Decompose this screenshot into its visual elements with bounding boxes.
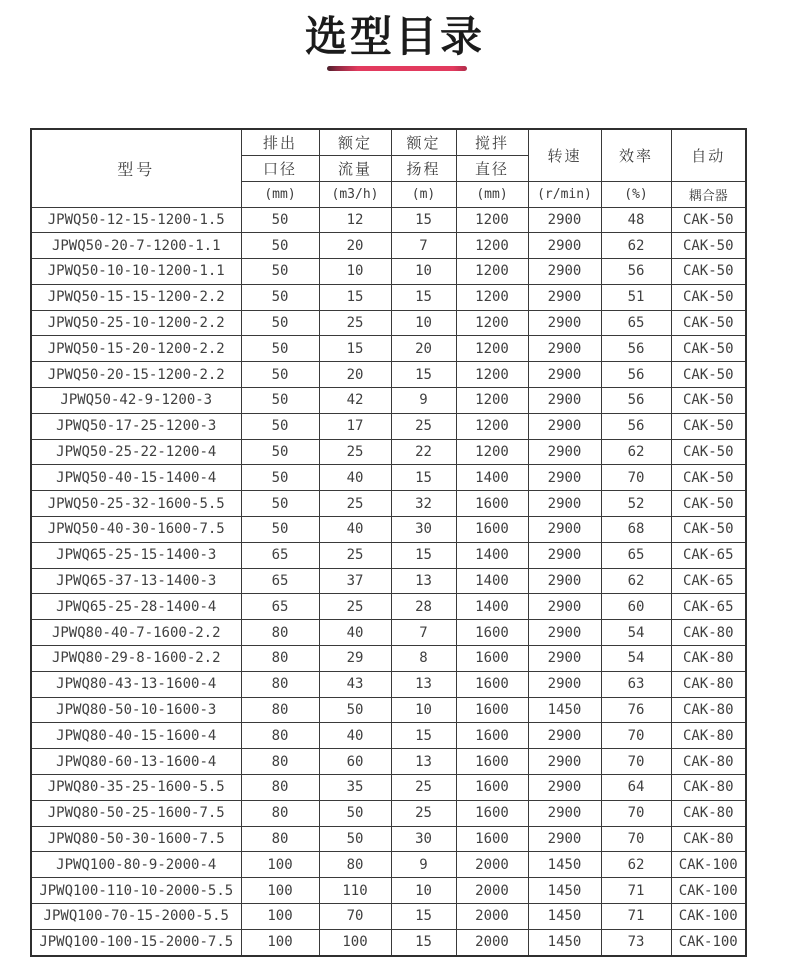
table-row xyxy=(31,826,746,852)
cell-model: JPWQ80-50-30-1600-7.5 xyxy=(31,826,241,852)
cell-auto-coupler: CAK-65 xyxy=(671,568,746,594)
cell-mixing-diameter: 1600 xyxy=(456,517,528,543)
cell-auto-coupler: CAK-50 xyxy=(671,388,746,414)
cell-outlet-diameter: 50 xyxy=(241,207,319,233)
cell-speed: 2900 xyxy=(528,749,601,775)
header-mixing-line2: 直径 xyxy=(456,155,528,181)
cell-rated-flow: 40 xyxy=(319,723,391,749)
cell-efficiency: 60 xyxy=(601,594,671,620)
table-row xyxy=(31,646,746,672)
cell-efficiency: 56 xyxy=(601,336,671,362)
header-flow-line1: 额定 xyxy=(319,129,391,155)
cell-mixing-diameter: 1600 xyxy=(456,723,528,749)
cell-auto-coupler: CAK-50 xyxy=(671,207,746,233)
header-mixing-unit: (mm) xyxy=(456,181,528,207)
cell-outlet-diameter: 50 xyxy=(241,413,319,439)
cell-speed: 1450 xyxy=(528,929,601,956)
table-row xyxy=(31,439,746,465)
table-row xyxy=(31,491,746,517)
cell-mixing-diameter: 1600 xyxy=(456,620,528,646)
cell-rated-flow: 50 xyxy=(319,697,391,723)
cell-speed: 2900 xyxy=(528,413,601,439)
table-row xyxy=(31,465,746,491)
cell-rated-head: 20 xyxy=(391,336,456,362)
cell-auto-coupler: CAK-80 xyxy=(671,775,746,801)
header-row-1 xyxy=(31,129,746,155)
cell-efficiency: 70 xyxy=(601,800,671,826)
cell-model: JPWQ100-80-9-2000-4 xyxy=(31,852,241,878)
cell-outlet-diameter: 100 xyxy=(241,929,319,956)
cell-model: JPWQ80-50-25-1600-7.5 xyxy=(31,800,241,826)
cell-auto-coupler: CAK-100 xyxy=(671,852,746,878)
cell-mixing-diameter: 1600 xyxy=(456,646,528,672)
cell-outlet-diameter: 80 xyxy=(241,620,319,646)
cell-outlet-diameter: 50 xyxy=(241,336,319,362)
header-outlet-line1: 排出 xyxy=(241,129,319,155)
table-row xyxy=(31,413,746,439)
cell-outlet-diameter: 80 xyxy=(241,646,319,672)
header-outlet-line2: 口径 xyxy=(241,155,319,181)
cell-rated-head: 9 xyxy=(391,852,456,878)
cell-outlet-diameter: 50 xyxy=(241,284,319,310)
table-row xyxy=(31,284,746,310)
cell-efficiency: 71 xyxy=(601,878,671,904)
cell-efficiency: 54 xyxy=(601,646,671,672)
cell-mixing-diameter: 1200 xyxy=(456,259,528,285)
cell-speed: 2900 xyxy=(528,465,601,491)
cell-rated-flow: 70 xyxy=(319,904,391,930)
cell-outlet-diameter: 80 xyxy=(241,749,319,775)
cell-auto-coupler: CAK-65 xyxy=(671,594,746,620)
cell-outlet-diameter: 80 xyxy=(241,775,319,801)
cell-mixing-diameter: 2000 xyxy=(456,904,528,930)
cell-auto-coupler: CAK-50 xyxy=(671,259,746,285)
cell-mixing-diameter: 1400 xyxy=(456,568,528,594)
cell-auto-coupler: CAK-50 xyxy=(671,439,746,465)
table-row xyxy=(31,878,746,904)
cell-efficiency: 52 xyxy=(601,491,671,517)
cell-outlet-diameter: 50 xyxy=(241,259,319,285)
cell-speed: 2900 xyxy=(528,233,601,259)
cell-rated-flow: 20 xyxy=(319,233,391,259)
cell-rated-flow: 80 xyxy=(319,852,391,878)
cell-model: JPWQ80-35-25-1600-5.5 xyxy=(31,775,241,801)
cell-rated-flow: 29 xyxy=(319,646,391,672)
cell-mixing-diameter: 1200 xyxy=(456,207,528,233)
cell-rated-head: 28 xyxy=(391,594,456,620)
table-row xyxy=(31,800,746,826)
table-row xyxy=(31,517,746,543)
cell-mixing-diameter: 1200 xyxy=(456,439,528,465)
cell-speed: 2900 xyxy=(528,388,601,414)
cell-speed: 2900 xyxy=(528,800,601,826)
cell-speed: 2900 xyxy=(528,671,601,697)
cell-rated-head: 30 xyxy=(391,826,456,852)
cell-outlet-diameter: 65 xyxy=(241,594,319,620)
header-flow-line2: 流量 xyxy=(319,155,391,181)
cell-model: JPWQ50-15-20-1200-2.2 xyxy=(31,336,241,362)
cell-rated-head: 25 xyxy=(391,775,456,801)
table-row xyxy=(31,620,746,646)
cell-auto-coupler: CAK-50 xyxy=(671,413,746,439)
table-row xyxy=(31,542,746,568)
cell-speed: 2900 xyxy=(528,439,601,465)
cell-mixing-diameter: 1400 xyxy=(456,542,528,568)
cell-outlet-diameter: 50 xyxy=(241,465,319,491)
cell-speed: 1450 xyxy=(528,697,601,723)
header-mixing-line1: 搅拌 xyxy=(456,129,528,155)
table-row xyxy=(31,671,746,697)
cell-model: JPWQ50-42-9-1200-3 xyxy=(31,388,241,414)
cell-efficiency: 56 xyxy=(601,388,671,414)
cell-rated-head: 13 xyxy=(391,568,456,594)
cell-auto-coupler: CAK-50 xyxy=(671,491,746,517)
cell-rated-flow: 110 xyxy=(319,878,391,904)
cell-mixing-diameter: 1600 xyxy=(456,775,528,801)
cell-mixing-diameter: 1600 xyxy=(456,826,528,852)
cell-auto-coupler: CAK-80 xyxy=(671,800,746,826)
cell-rated-head: 7 xyxy=(391,620,456,646)
cell-rated-head: 10 xyxy=(391,697,456,723)
table-row xyxy=(31,697,746,723)
cell-outlet-diameter: 50 xyxy=(241,388,319,414)
cell-auto-coupler: CAK-50 xyxy=(671,517,746,543)
header-auto: 自动 xyxy=(671,129,746,181)
cell-efficiency: 62 xyxy=(601,568,671,594)
cell-efficiency: 71 xyxy=(601,904,671,930)
cell-model: JPWQ80-60-13-1600-4 xyxy=(31,749,241,775)
table-row xyxy=(31,904,746,930)
cell-model: JPWQ50-25-22-1200-4 xyxy=(31,439,241,465)
cell-auto-coupler: CAK-50 xyxy=(671,310,746,336)
cell-efficiency: 70 xyxy=(601,465,671,491)
table-row xyxy=(31,852,746,878)
cell-rated-head: 9 xyxy=(391,388,456,414)
cell-speed: 2900 xyxy=(528,336,601,362)
cell-mixing-diameter: 1400 xyxy=(456,594,528,620)
cell-auto-coupler: CAK-50 xyxy=(671,336,746,362)
cell-efficiency: 56 xyxy=(601,413,671,439)
cell-efficiency: 56 xyxy=(601,362,671,388)
cell-rated-flow: 40 xyxy=(319,465,391,491)
cell-rated-flow: 37 xyxy=(319,568,391,594)
cell-model: JPWQ50-15-15-1200-2.2 xyxy=(31,284,241,310)
cell-rated-flow: 15 xyxy=(319,284,391,310)
header-head-unit: (m) xyxy=(391,181,456,207)
cell-speed: 2900 xyxy=(528,517,601,543)
cell-rated-flow: 25 xyxy=(319,310,391,336)
cell-mixing-diameter: 1200 xyxy=(456,336,528,362)
cell-efficiency: 65 xyxy=(601,310,671,336)
cell-outlet-diameter: 100 xyxy=(241,878,319,904)
title-underline-bar xyxy=(327,66,467,71)
cell-mixing-diameter: 1200 xyxy=(456,310,528,336)
cell-rated-head: 15 xyxy=(391,542,456,568)
cell-model: JPWQ50-10-10-1200-1.1 xyxy=(31,259,241,285)
cell-model: JPWQ80-43-13-1600-4 xyxy=(31,671,241,697)
cell-rated-head: 10 xyxy=(391,259,456,285)
cell-model: JPWQ80-40-15-1600-4 xyxy=(31,723,241,749)
cell-mixing-diameter: 1600 xyxy=(456,491,528,517)
cell-efficiency: 64 xyxy=(601,775,671,801)
cell-auto-coupler: CAK-80 xyxy=(671,697,746,723)
cell-mixing-diameter: 1600 xyxy=(456,671,528,697)
cell-speed: 2900 xyxy=(528,207,601,233)
cell-rated-head: 22 xyxy=(391,439,456,465)
cell-rated-head: 13 xyxy=(391,749,456,775)
cell-speed: 1450 xyxy=(528,878,601,904)
cell-auto-coupler: CAK-50 xyxy=(671,233,746,259)
cell-mixing-diameter: 2000 xyxy=(456,878,528,904)
cell-speed: 2900 xyxy=(528,646,601,672)
cell-rated-head: 10 xyxy=(391,878,456,904)
cell-model: JPWQ50-20-15-1200-2.2 xyxy=(31,362,241,388)
header-efficiency: 效率 xyxy=(601,129,671,181)
cell-rated-head: 15 xyxy=(391,284,456,310)
cell-outlet-diameter: 50 xyxy=(241,491,319,517)
cell-rated-head: 25 xyxy=(391,800,456,826)
cell-rated-head: 7 xyxy=(391,233,456,259)
cell-auto-coupler: CAK-80 xyxy=(671,646,746,672)
cell-outlet-diameter: 80 xyxy=(241,723,319,749)
cell-outlet-diameter: 50 xyxy=(241,439,319,465)
cell-outlet-diameter: 50 xyxy=(241,310,319,336)
header-head-line2: 扬程 xyxy=(391,155,456,181)
cell-auto-coupler: CAK-80 xyxy=(671,620,746,646)
table-row xyxy=(31,207,746,233)
cell-model: JPWQ65-25-15-1400-3 xyxy=(31,542,241,568)
cell-efficiency: 68 xyxy=(601,517,671,543)
cell-rated-head: 13 xyxy=(391,671,456,697)
cell-rated-flow: 20 xyxy=(319,362,391,388)
header-efficiency-unit: (%) xyxy=(601,181,671,207)
cell-mixing-diameter: 1600 xyxy=(456,749,528,775)
table-row xyxy=(31,259,746,285)
cell-model: JPWQ100-70-15-2000-5.5 xyxy=(31,904,241,930)
cell-rated-head: 15 xyxy=(391,465,456,491)
cell-model: JPWQ50-25-10-1200-2.2 xyxy=(31,310,241,336)
cell-model: JPWQ50-40-30-1600-7.5 xyxy=(31,517,241,543)
cell-model: JPWQ100-100-15-2000-7.5 xyxy=(31,929,241,956)
table-row xyxy=(31,310,746,336)
cell-mixing-diameter: 1600 xyxy=(456,800,528,826)
cell-auto-coupler: CAK-100 xyxy=(671,904,746,930)
header-outlet-unit: (mm) xyxy=(241,181,319,207)
cell-outlet-diameter: 100 xyxy=(241,852,319,878)
cell-speed: 2900 xyxy=(528,310,601,336)
cell-speed: 2900 xyxy=(528,775,601,801)
cell-auto-coupler: CAK-50 xyxy=(671,362,746,388)
cell-auto-coupler: CAK-80 xyxy=(671,671,746,697)
table-row xyxy=(31,775,746,801)
cell-auto-coupler: CAK-50 xyxy=(671,284,746,310)
table-body xyxy=(31,207,746,956)
cell-efficiency: 62 xyxy=(601,233,671,259)
table-row xyxy=(31,749,746,775)
cell-mixing-diameter: 2000 xyxy=(456,929,528,956)
cell-outlet-diameter: 50 xyxy=(241,517,319,543)
cell-rated-flow: 42 xyxy=(319,388,391,414)
cell-efficiency: 73 xyxy=(601,929,671,956)
cell-mixing-diameter: 1200 xyxy=(456,413,528,439)
table-row xyxy=(31,723,746,749)
header-auto-unit: 耦合器 xyxy=(671,181,746,207)
cell-rated-flow: 25 xyxy=(319,594,391,620)
cell-model: JPWQ65-37-13-1400-3 xyxy=(31,568,241,594)
cell-outlet-diameter: 65 xyxy=(241,542,319,568)
cell-speed: 1450 xyxy=(528,852,601,878)
table-row xyxy=(31,388,746,414)
cell-efficiency: 62 xyxy=(601,852,671,878)
cell-auto-coupler: CAK-80 xyxy=(671,749,746,775)
cell-rated-flow: 50 xyxy=(319,800,391,826)
cell-speed: 2900 xyxy=(528,723,601,749)
cell-rated-head: 30 xyxy=(391,517,456,543)
cell-rated-head: 32 xyxy=(391,491,456,517)
cell-rated-head: 8 xyxy=(391,646,456,672)
cell-model: JPWQ100-110-10-2000-5.5 xyxy=(31,878,241,904)
cell-rated-flow: 12 xyxy=(319,207,391,233)
cell-rated-head: 15 xyxy=(391,904,456,930)
cell-mixing-diameter: 1400 xyxy=(456,465,528,491)
header-head-line1: 额定 xyxy=(391,129,456,155)
cell-mixing-diameter: 1200 xyxy=(456,233,528,259)
cell-model: JPWQ80-40-7-1600-2.2 xyxy=(31,620,241,646)
cell-efficiency: 56 xyxy=(601,259,671,285)
cell-rated-head: 10 xyxy=(391,310,456,336)
cell-efficiency: 70 xyxy=(601,723,671,749)
cell-rated-head: 15 xyxy=(391,723,456,749)
cell-efficiency: 54 xyxy=(601,620,671,646)
cell-rated-flow: 25 xyxy=(319,542,391,568)
table-row xyxy=(31,362,746,388)
cell-mixing-diameter: 1200 xyxy=(456,362,528,388)
cell-speed: 2900 xyxy=(528,491,601,517)
cell-speed: 2900 xyxy=(528,826,601,852)
header-speed-unit: (r/min) xyxy=(528,181,601,207)
cell-rated-head: 15 xyxy=(391,362,456,388)
cell-mixing-diameter: 1200 xyxy=(456,284,528,310)
table-row xyxy=(31,594,746,620)
cell-outlet-diameter: 80 xyxy=(241,671,319,697)
cell-model: JPWQ80-29-8-1600-2.2 xyxy=(31,646,241,672)
cell-speed: 2900 xyxy=(528,620,601,646)
cell-auto-coupler: CAK-100 xyxy=(671,929,746,956)
header-model: 型号 xyxy=(31,129,241,207)
cell-efficiency: 51 xyxy=(601,284,671,310)
cell-outlet-diameter: 80 xyxy=(241,697,319,723)
cell-rated-flow: 40 xyxy=(319,620,391,646)
cell-rated-flow: 17 xyxy=(319,413,391,439)
cell-rated-flow: 43 xyxy=(319,671,391,697)
header-speed: 转速 xyxy=(528,129,601,181)
cell-efficiency: 63 xyxy=(601,671,671,697)
cell-efficiency: 76 xyxy=(601,697,671,723)
cell-speed: 2900 xyxy=(528,568,601,594)
cell-rated-flow: 25 xyxy=(319,439,391,465)
cell-outlet-diameter: 100 xyxy=(241,904,319,930)
header-flow-unit: (m3/h) xyxy=(319,181,391,207)
cell-rated-flow: 100 xyxy=(319,929,391,956)
cell-auto-coupler: CAK-50 xyxy=(671,465,746,491)
cell-outlet-diameter: 65 xyxy=(241,568,319,594)
cell-efficiency: 65 xyxy=(601,542,671,568)
cell-mixing-diameter: 1600 xyxy=(456,697,528,723)
cell-model: JPWQ50-20-7-1200-1.1 xyxy=(31,233,241,259)
cell-mixing-diameter: 2000 xyxy=(456,852,528,878)
cell-efficiency: 70 xyxy=(601,749,671,775)
table-row xyxy=(31,568,746,594)
cell-model: JPWQ50-17-25-1200-3 xyxy=(31,413,241,439)
cell-rated-head: 15 xyxy=(391,207,456,233)
cell-speed: 2900 xyxy=(528,362,601,388)
page-title: 选型目录 xyxy=(304,13,485,60)
cell-speed: 2900 xyxy=(528,259,601,285)
cell-rated-flow: 50 xyxy=(319,826,391,852)
cell-efficiency: 70 xyxy=(601,826,671,852)
cell-rated-head: 25 xyxy=(391,413,456,439)
table-header xyxy=(31,129,746,207)
cell-outlet-diameter: 80 xyxy=(241,826,319,852)
cell-speed: 2900 xyxy=(528,542,601,568)
cell-mixing-diameter: 1200 xyxy=(456,388,528,414)
cell-model: JPWQ50-12-15-1200-1.5 xyxy=(31,207,241,233)
cell-model: JPWQ65-25-28-1400-4 xyxy=(31,594,241,620)
cell-auto-coupler: CAK-80 xyxy=(671,723,746,749)
cell-rated-flow: 15 xyxy=(319,336,391,362)
cell-auto-coupler: CAK-80 xyxy=(671,826,746,852)
cell-speed: 2900 xyxy=(528,594,601,620)
spec-table xyxy=(30,128,747,957)
cell-efficiency: 62 xyxy=(601,439,671,465)
cell-outlet-diameter: 80 xyxy=(241,800,319,826)
cell-auto-coupler: CAK-65 xyxy=(671,542,746,568)
cell-speed: 1450 xyxy=(528,904,601,930)
cell-rated-flow: 60 xyxy=(319,749,391,775)
cell-rated-flow: 10 xyxy=(319,259,391,285)
cell-rated-flow: 40 xyxy=(319,517,391,543)
cell-auto-coupler: CAK-100 xyxy=(671,878,746,904)
table-row xyxy=(31,929,746,956)
cell-outlet-diameter: 50 xyxy=(241,362,319,388)
cell-outlet-diameter: 50 xyxy=(241,233,319,259)
table-row xyxy=(31,336,746,362)
cell-speed: 2900 xyxy=(528,284,601,310)
cell-rated-flow: 25 xyxy=(319,491,391,517)
cell-efficiency: 48 xyxy=(601,207,671,233)
table-row xyxy=(31,233,746,259)
cell-rated-flow: 35 xyxy=(319,775,391,801)
cell-model: JPWQ80-50-10-1600-3 xyxy=(31,697,241,723)
cell-model: JPWQ50-40-15-1400-4 xyxy=(31,465,241,491)
cell-rated-head: 15 xyxy=(391,929,456,956)
cell-model: JPWQ50-25-32-1600-5.5 xyxy=(31,491,241,517)
